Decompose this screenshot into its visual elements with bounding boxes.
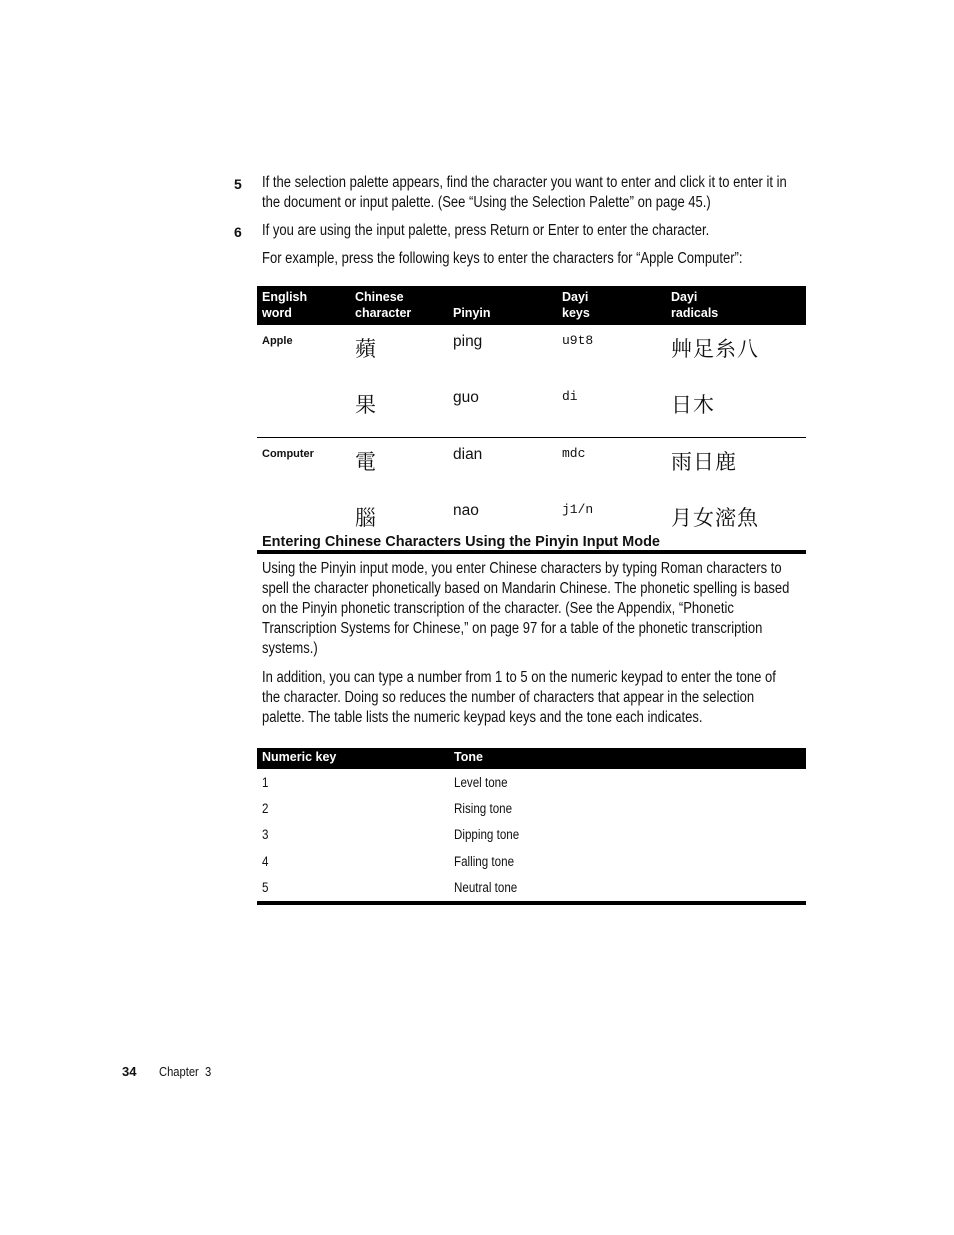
header-dayi-radicals: Dayi radicals [666,286,806,325]
dayi-keys: u9t8 [562,333,594,348]
table-row [257,822,806,848]
table-row [257,381,806,438]
dayi-radicals: 日木 [666,381,806,438]
table-row [257,325,806,381]
table-row [257,875,806,903]
chapter-label: Chapter 3 [159,1064,212,1079]
paragraph-line: on the Pinyin phonetic transcription of the character. (See the Appendix, “Phonetic [262,600,734,617]
numeric-key: 3 [262,827,269,843]
header-tone: Tone [449,748,806,769]
chinese-character: 腦 [350,494,448,552]
table-row [257,769,806,795]
header-chinese-character: Chinese character [350,286,448,325]
tone-name: Dipping tone [454,827,520,843]
numeric-key: 1 [262,774,269,790]
header-numeric-key: Numeric key [257,748,449,769]
paragraph-line: Transcription Systems for Chinese,” on page 97 for a table of the phonetic transcription [262,620,763,637]
dayi-radicals: 雨日鹿 [671,450,737,474]
tone-table [257,748,806,905]
pinyin: guo [448,381,557,438]
pinyin: nao [448,494,557,552]
paragraph [262,559,789,659]
example-intro: For example, press the following keys to enter the characters for “Apple Computer”: [262,250,743,267]
step-number: 5 [234,176,242,192]
table-row [257,438,806,495]
paragraph-line: the character. Doing so reduces the number of characters that appear in the selection [262,689,755,706]
table-header-row [257,748,806,769]
tone-name: Neutral tone [449,875,806,903]
table-row [257,848,806,874]
tone-name: Falling tone [454,853,515,869]
step-line: If you are using the input palette, press Return or Enter to enter the character. [262,222,710,239]
numeric-key: 4 [262,853,269,869]
pinyin: ping [453,333,483,350]
english-word: Apple [262,335,293,347]
numeric-key: 2 [262,801,269,817]
dayi-keys: j1/n [557,494,666,552]
page-number: 34 [122,1064,137,1079]
paragraph-line: In addition, you can type a number from 1 to 5 on the numeric keypad to enter the tone of [262,669,776,686]
header-dayi-keys: Dayi keys [557,286,666,325]
step-text [262,221,709,241]
dayi-keys: di [557,381,666,438]
step-text [262,173,787,213]
chinese-character: 果 [350,381,448,438]
english-word: Computer [262,448,314,460]
step-number: 6 [234,224,242,240]
header-pinyin: Pinyin [448,286,557,325]
tone-name: Rising tone [454,801,513,817]
table-row [257,795,806,821]
dayi-example-table [257,286,806,554]
paragraph-line: systems.) [262,640,318,657]
dayi-keys: mdc [562,446,586,461]
step-line: the document or input palette. (See “Using the Selection Palette” on page 45.) [262,194,711,211]
chinese-character: 蘋 [355,337,376,361]
section-heading: Entering Chinese Characters Using the Pinyin Input Mode [262,534,660,550]
chinese-character: 電 [355,450,376,474]
numeric-key: 5 [257,875,449,903]
dayi-radicals: 月女滵魚 [666,494,806,552]
table-header-row [257,286,806,325]
dayi-radicals: 艸足糸八 [671,337,759,361]
tone-name: Level tone [454,774,508,790]
pinyin: dian [453,446,483,463]
header-english-word: English word [257,286,350,325]
paragraph [262,668,776,728]
paragraph-line: spell the character phonetically based on Mandarin Chinese. The phonetic spelling is based [262,580,790,597]
paragraph-line: palette. The table lists the numeric keypad keys and the tone each indicates. [262,709,703,726]
english-word [257,381,350,438]
paragraph-line: Using the Pinyin input mode, you enter Chinese characters by typing Roman characters to [262,560,782,577]
step-line: If the selection palette appears, find the character you want to enter and click it to enter it in [262,174,787,191]
